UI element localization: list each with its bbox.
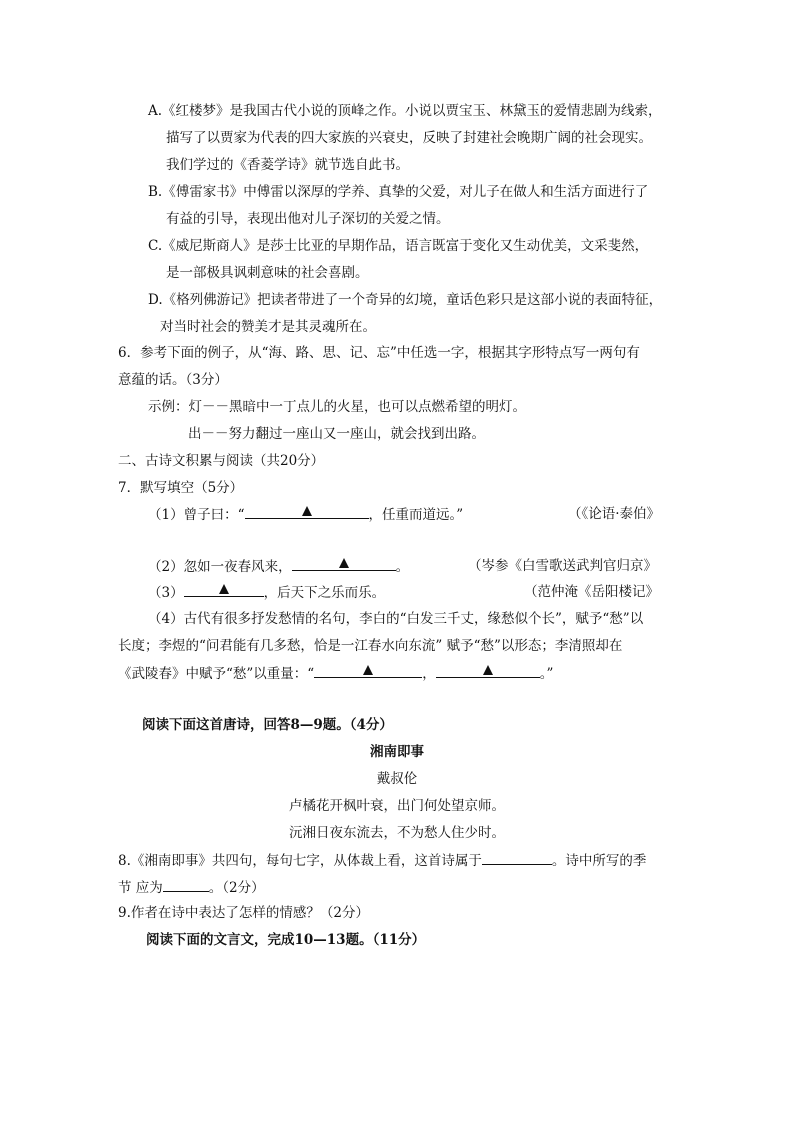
option-a-line1: A.《红楼梦》是我国古代小说的顶峰之作。小说以贾宝玉、林黛玉的爱情悲剧为线索， xyxy=(148,103,662,119)
poem-instruction: 阅读下面这首唐诗，回答8—9题。（4分） xyxy=(142,717,393,733)
q7-item4-line1: （4）古代有很多抒发愁情的名句，李白的“白发三千丈，缘愁似个长”，赋予“愁”以 xyxy=(148,611,644,627)
poem-author: 戴叔伦 xyxy=(376,771,418,787)
q7-item3 xyxy=(148,582,385,603)
option-c-line1: C.《威尼斯商人》是莎士比亚的早期作品，语言既富于变化又生动优美，文采斐然， xyxy=(148,238,649,254)
q7-item3-prefix: （3） xyxy=(148,585,184,601)
q7-item1 xyxy=(148,504,463,525)
option-c-line2: 是一部极具讽刺意味的社会喜剧。 xyxy=(166,265,369,281)
answer-blank-3[interactable] xyxy=(184,582,264,597)
q7-item4-line2: 长度；李煜的“问君能有几多愁，恰是一江春水向东流” 赋予“愁”以形态；李清照却在 xyxy=(118,638,623,654)
q7-item4-line3 xyxy=(118,663,553,684)
option-d-line1: D.《格列佛游记》把读者带进了一个奇异的幻境，童话色彩只是这部小说的表面特征， xyxy=(148,292,663,308)
triangle-marker-icon xyxy=(363,665,373,675)
q7-item2-prefix: （2）忽如一夜春风来， xyxy=(148,559,292,575)
q7-item4-comma: ， xyxy=(422,666,436,682)
q7-item2-suffix: 。 xyxy=(395,559,410,575)
q7-item4-suffix: 。” xyxy=(539,666,554,682)
poem-line1: 卢橘花开枫叶衰，出门何处望京师。 xyxy=(289,798,505,814)
q6-example1: 示例：灯－－黑暗中一丁点儿的火星，也可以点燃希望的明灯。 xyxy=(148,399,526,415)
q6-line1: 6．参考下面的例子，从“海、路、思、记、忘”中任选一字，根据其字形特点写一两句有 xyxy=(118,345,640,361)
q8-line2 xyxy=(118,877,265,898)
q7-item1-source: （《论语·泰伯》 xyxy=(568,506,661,522)
q8-line1-prefix: 8.《湘南即事》共四句，每句七字，从体裁上看，这首诗属于 xyxy=(118,853,482,869)
option-b-line2: 有益的引导，表现出他对儿子深切的关爱之情。 xyxy=(166,211,450,227)
triangle-marker-icon xyxy=(219,584,229,594)
option-d-line2: 对当时社会的赞美才是其灵魂所在。 xyxy=(160,319,376,335)
question-9: 9.作者在诗中表达了怎样的情感？（2分） xyxy=(118,905,369,921)
answer-blank-5[interactable] xyxy=(436,663,540,678)
prose-instruction: 阅读下面的文言文，完成10—13题。（11分） xyxy=(146,932,426,948)
q7-item4-prefix: 《武陵春》中赋予“愁”以重量：“ xyxy=(118,666,315,682)
q7-item2-source: （岑参《白雪歌送武判官归京》 xyxy=(468,558,657,574)
q7-item3-suffix: ，后天下之乐而乐。 xyxy=(263,585,386,601)
q6-example2: 出－－努力翻过一座山又一座山，就会找到出路。 xyxy=(188,426,485,442)
option-b-line1: B.《傅雷家书》中傅雷以深厚的学养、真挚的父爱，对儿子在做人和生活方面进行了 xyxy=(148,184,649,200)
triangle-marker-icon xyxy=(302,506,312,516)
q7-title: 7．默写填空（5分） xyxy=(118,480,244,496)
answer-blank-4[interactable] xyxy=(314,663,422,678)
q8-line1 xyxy=(118,850,646,871)
triangle-marker-icon xyxy=(339,558,349,568)
answer-blank-season[interactable] xyxy=(163,877,209,892)
answer-blank-1[interactable] xyxy=(245,504,369,519)
poem-line2: 沅湘日夜东流去，不为愁人住少时。 xyxy=(289,825,505,841)
q7-item2 xyxy=(148,556,409,577)
option-a-line2: 描写了以贾家为代表的四大家族的兴衰史，反映了封建社会晚期广阔的社会现实。 xyxy=(166,130,652,146)
q8-line2-prefix: 节 应为 xyxy=(118,880,163,896)
q7-item3-source: （范仲淹《岳阳楼记》 xyxy=(524,584,659,600)
poem-title: 湘南即事 xyxy=(370,744,424,760)
answer-blank-2[interactable] xyxy=(292,556,396,571)
section-heading: 二、古诗文积累与阅读（共20分） xyxy=(118,453,325,469)
q8-line2-suffix: 。（2分） xyxy=(208,880,265,896)
q7-item1-suffix: ，任重而道远。” xyxy=(368,507,464,523)
answer-blank-genre[interactable] xyxy=(482,850,552,865)
q7-item1-prefix: （1）曾子曰：“ xyxy=(148,507,245,523)
triangle-marker-icon xyxy=(483,665,493,675)
q6-line2: 意蕴的话。（3分） xyxy=(118,372,228,388)
q8-line1-suffix: 。诗中所写的季 xyxy=(551,853,647,869)
option-a-line3: 我们学过的《香菱学诗》就节选自此书。 xyxy=(166,157,409,173)
